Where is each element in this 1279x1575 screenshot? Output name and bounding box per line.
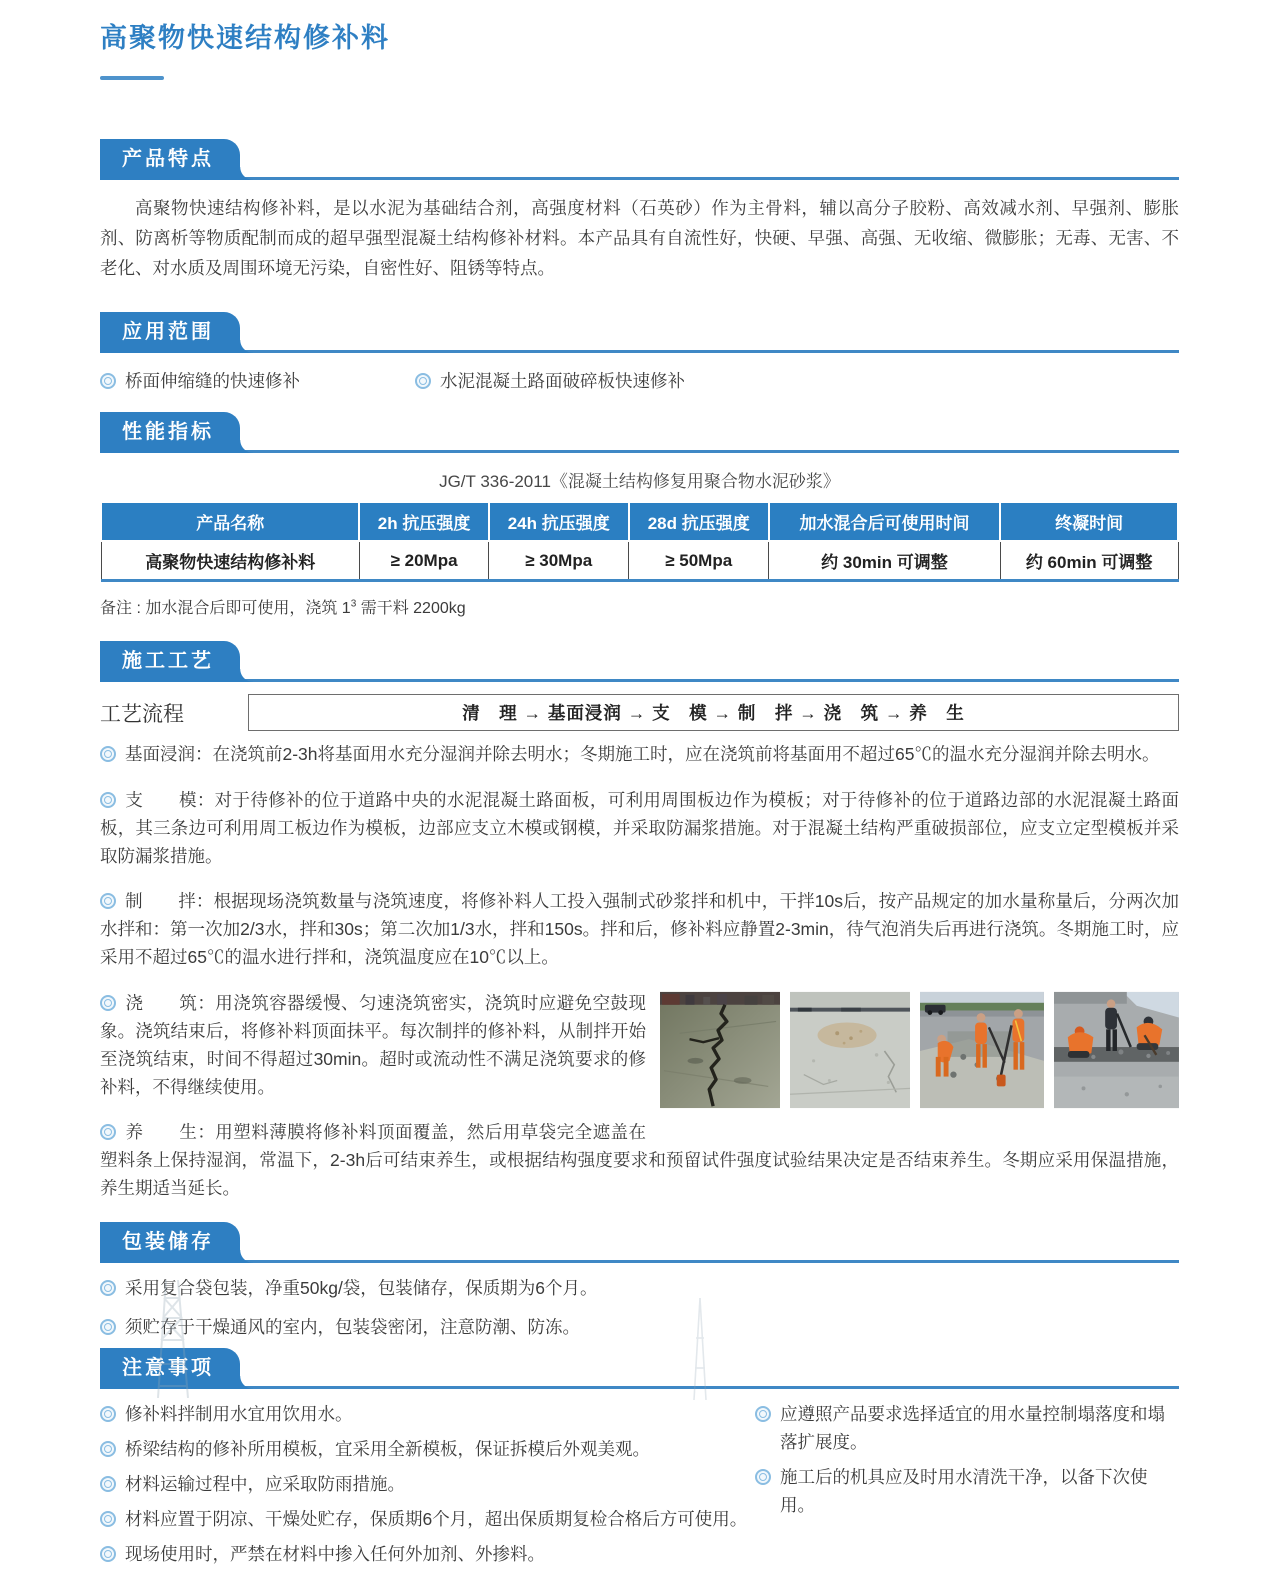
table-header-cell: 24h 抗压强度	[489, 502, 629, 541]
section-header-packaging	[100, 1220, 1179, 1263]
packaging-item-label: 采用复合袋包装，净重50kg/袋，包装储存，保质期为6个月。	[125, 1277, 598, 1298]
bullet-ring-icon	[100, 1441, 116, 1457]
note-item	[100, 1400, 755, 1428]
section-badge-label: 应用范围	[122, 321, 214, 343]
table-cell: 约 30min 可调整	[769, 541, 1001, 581]
section-applications	[100, 310, 1179, 393]
step-text: 制 拌：根据现场浇筑数量与浇筑速度，将修补料人工投入强制式砂浆拌和机中，干拌10s后，按产品规定的加水量称量后，分两次加水拌和：第一次加2/3水，拌和30s；第二次加1/3水，拌和150s。拌和后，修补料应静置2-3min，待气泡消失后再进行浇筑。冬期施工时，应采用不超过65℃的温水进行拌和，浇筑温度应在10℃以上。	[100, 891, 1179, 967]
packaging-item	[100, 1313, 1179, 1341]
note-item-label: 应遵照产品要求选择适宜的用水量控制塌落度和塌落扩展度。	[780, 1403, 1165, 1452]
table-header-cell: 28d 抗压强度	[629, 502, 769, 541]
table-cell-product-name: 高聚物快速结构修补料	[101, 541, 359, 581]
bullet-ring-icon	[100, 1546, 116, 1562]
note-item	[100, 1435, 755, 1463]
section-header-notes	[100, 1346, 1179, 1389]
section-badge-packaging	[100, 1222, 240, 1263]
note-item	[100, 1470, 755, 1498]
bullet-ring-icon	[755, 1406, 771, 1422]
flow-sequence-box: 清 理 → 基面浸润 → 支 模 → 制 拌 → 浇 筑 → 养 生	[248, 694, 1179, 731]
bullet-ring-icon	[755, 1469, 771, 1485]
note-superscript: 3	[350, 598, 357, 610]
packaging-item	[100, 1274, 1179, 1302]
table-note	[100, 595, 1179, 618]
note-text: 需干料 2200kg	[356, 600, 466, 617]
table-cell: ≥ 30Mpa	[489, 541, 629, 581]
application-item-label: 水泥混凝土路面破碎板快速修补	[440, 371, 685, 391]
section-badge-process	[100, 641, 240, 682]
section-header-performance	[100, 410, 1179, 453]
flow-label: 工艺流程	[100, 702, 184, 726]
bullet-ring-icon	[100, 995, 116, 1011]
note-item-label: 现场使用时，严禁在材料中掺入任何外加剂、外掺料。	[125, 1543, 545, 1564]
notes-left-column	[100, 1400, 755, 1575]
bullet-ring-icon	[100, 373, 116, 389]
photo-damaged-concrete-slab	[790, 991, 910, 1109]
application-item	[415, 368, 685, 393]
title-underline	[100, 76, 164, 80]
site-photo-strip	[660, 991, 1179, 1109]
bullet-ring-icon	[100, 1511, 116, 1527]
section-header-process	[100, 639, 1179, 682]
section-badge-label: 性能指标	[122, 421, 214, 443]
step-text: 支 模：对于待修补的位于道路中央的水泥混凝土路面板，可利用周围板边作为模板；对于待修补的位于道路边部的水泥混凝土路面板，其三条边可利用周工板边作为模板，边部应支立木模或钢模，并采取防漏浆措施。对于混凝土结构严重破损部位，应支立定型模板并采取防漏浆措施。	[100, 789, 1179, 866]
features-paragraph: 高聚物快速结构修补料，是以水泥为基础结合剂，高强度材料（石英砂）作为主骨料，辅以高分子胶粉、高效减水剂、早强剂、膨胀剂、防离析等物质配制而成的超早强型混凝土结构修补材料。本产品具有自流性好，快硬、早强、高强、无收缩、微膨胀；无毒、无害、不老化、对水质及周围环境无污染，自密性好、阻锈等特点。	[100, 198, 1179, 278]
section-badge-label: 包装储存	[122, 1230, 214, 1253]
section-performance	[100, 410, 1179, 618]
note-item	[100, 1540, 755, 1568]
note-item	[100, 1505, 755, 1533]
table-header-cell: 终凝时间	[1000, 502, 1178, 541]
note-item	[755, 1400, 1179, 1456]
note-item-label: 材料应置于阴凉、干燥处贮存，保质期6个月，超出保质期复检合格后方可使用。	[125, 1508, 748, 1529]
section-packaging	[100, 1220, 1179, 1341]
bullet-ring-icon	[100, 1476, 116, 1492]
process-flow-row	[100, 694, 1179, 731]
bullet-ring-icon	[100, 893, 116, 909]
performance-table	[100, 501, 1179, 582]
section-badge-applications	[100, 312, 240, 353]
section-badge-features	[100, 139, 240, 180]
section-header-features	[100, 137, 1179, 180]
step-text: 基面浸润：在浇筑前2-3h将基面用水充分湿润并除去明水；冬期施工时，应在浇筑前将基面用不超过65℃的温水充分湿润并除去明水。	[125, 744, 1160, 764]
process-step-mixing	[100, 887, 1179, 971]
section-notes	[100, 1346, 1179, 1575]
packaging-item-label: 须贮存于干燥通风的室内，包装袋密闭，注意防潮、防冻。	[125, 1316, 580, 1337]
table-header-row	[101, 502, 1178, 541]
bullet-ring-icon	[100, 792, 116, 808]
section-badge-notes	[100, 1348, 240, 1389]
process-step-wetting	[100, 740, 1179, 768]
section-badge-label: 产品特点	[122, 148, 214, 170]
note-item-label: 施工后的机具应及时用水清洗干净，以备下次使用。	[780, 1466, 1148, 1515]
section-header-applications	[100, 310, 1179, 353]
table-header-cell: 加水混合后可使用时间	[769, 502, 1001, 541]
process-step-curing	[100, 1118, 1179, 1202]
section-badge-label: 注意事项	[122, 1356, 214, 1379]
table-cell: 约 60min 可调整	[1000, 541, 1178, 581]
notes-right-column	[755, 1400, 1179, 1575]
table-header-cell: 2h 抗压强度	[359, 502, 488, 541]
table-cell: ≥ 20Mpa	[359, 541, 488, 581]
standard-caption: JG/T 336-2011《混凝土结构修复用聚合物水泥砂浆》	[439, 472, 840, 491]
note-text: 备注 : 加水混合后即可使用，浇筑 1	[100, 600, 351, 617]
note-item-label: 材料运输过程中，应采取防雨措施。	[125, 1473, 405, 1494]
bullet-ring-icon	[100, 1124, 116, 1140]
bullet-ring-icon	[100, 1280, 116, 1296]
note-item-label: 修补料拌制用水宜用饮用水。	[125, 1403, 353, 1424]
section-features	[100, 137, 1179, 283]
section-badge-performance	[100, 412, 240, 453]
bullet-ring-icon	[415, 373, 431, 389]
section-badge-label: 施工工艺	[122, 650, 214, 672]
step-text: 养 生：用塑料薄膜将修补料顶面覆盖，然后用草袋完全遮盖在塑料条上保持湿润，常温下，2-3h后可结束养生，或根据结构强度要求和预留试件强度试验结果决定是否结束养生。冬期应采用保温措施，养生期适当延长。	[100, 1122, 1179, 1198]
section-process	[100, 639, 1179, 1202]
bullet-ring-icon	[100, 746, 116, 762]
application-item	[100, 368, 415, 393]
note-item-label: 桥梁结构的修补所用模板，宜采用全新模板，保证拆模后外观美观。	[125, 1438, 650, 1459]
notes-columns	[100, 1400, 1179, 1575]
bullet-ring-icon	[100, 1319, 116, 1335]
photo-workers-patching-pavement	[1054, 991, 1179, 1109]
table-row	[101, 541, 1178, 581]
table-cell: ≥ 50Mpa	[629, 541, 769, 581]
photo-road-repair-crew	[920, 991, 1044, 1109]
bullet-ring-icon	[100, 1406, 116, 1422]
application-item-label: 桥面伸缩缝的快速修补	[125, 371, 300, 391]
photo-cracked-dark-pavement	[660, 991, 780, 1109]
note-item	[755, 1463, 1179, 1519]
applications-list	[100, 368, 1179, 393]
step-text: 浇 筑：用浇筑容器缓慢、匀速浇筑密实，浇筑时应避免空鼓现象。浇筑结束后，将修补料顶面抹平。每次制拌的修补料，从制拌开始至浇筑结束，时间不得超过30min。超时或流动性不满足浇筑要求的修补料，不得继续使用。	[100, 992, 646, 1097]
table-header-cell: 产品名称	[101, 502, 359, 541]
page-title: 高聚物快速结构修补料	[100, 23, 390, 53]
process-step-formwork	[100, 786, 1179, 870]
process-step-pouring	[100, 989, 1179, 1101]
